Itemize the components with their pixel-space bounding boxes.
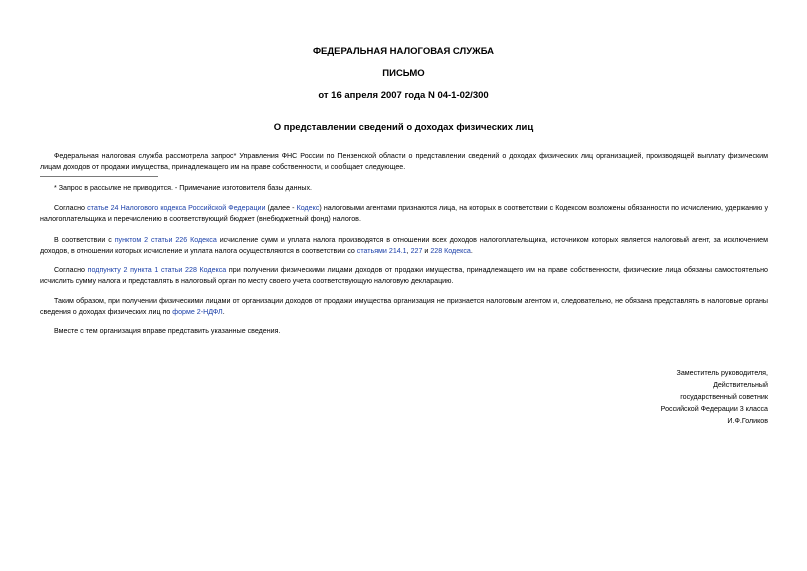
paragraph-3-text-a: В соответствии с [54, 236, 115, 244]
paragraph-3-text-c: , [406, 247, 411, 255]
paragraph-4-text-a: Согласно [54, 266, 88, 274]
link-article-227[interactable]: 227 [410, 247, 423, 255]
paragraph-6 [40, 326, 768, 337]
footnote [40, 183, 640, 194]
doc-date-number: от 16 апреля 2007 года N 04-1-02/300 [318, 90, 489, 101]
paragraph-1 [40, 151, 768, 173]
signature-line-3: государственный советник [680, 393, 768, 401]
paragraph-5 [40, 296, 768, 318]
paragraph-3-text-b: исчисление сумм и уплата налога производятся в отношении всех доходов налогоплательщика, источником которых является налоговый агент, за исключением доходов, в отношении которых исчисление и уплата налога осуществляются в соответствии со [40, 236, 768, 255]
paragraph-3-text-e: . [470, 247, 473, 255]
paragraph-6-text: Вместе с тем организация вправе представить указанные сведения. [54, 327, 281, 335]
paragraph-4-text-b: при получении физическими лицами доходов от продажи имущества, принадлежащего им на праве собственности, физические лица обязаны самостоятельно исчислить сумму налога и представлять в налоговый орган по месту своего учета соответствующую налоговую декларацию. [40, 266, 768, 285]
doc-subject: О представлении сведений о доходах физических лиц [273, 122, 534, 133]
paragraph-2 [40, 203, 768, 225]
paragraph-2-text-c: ) налоговыми агентами признаются лица, на которых в соответствии с Кодексом возложены обязанности по исчислению, удержанию у налогоплательщика и перечислению в соответствующий бюджет (внебюджетный фонд) налогов. [40, 204, 768, 223]
signature-line-4: Российской Федерации 3 класса [660, 405, 768, 413]
link-article-24-tax-code[interactable]: статье 24 Налогового кодекса Российской Федерации [87, 204, 266, 212]
signature-block [661, 367, 768, 427]
paragraph-5-text-b: . [222, 308, 225, 316]
link-point-2-article-226[interactable]: пунктом 2 статьи 226 Кодекса [114, 236, 217, 244]
paragraph-2-text-a: Согласно [54, 204, 88, 212]
paragraph-2-text-b: (далее - [265, 204, 297, 212]
link-article-214-1[interactable]: статьями 214.1 [356, 247, 407, 255]
link-form-2-ndfl[interactable]: форме 2-НДФЛ [172, 308, 223, 316]
paragraph-5-text-a: Таким образом, при получении физическими лицами от организации доходов от продажи имущества организация не признается налоговым агентом и, следовательно, не обязана представлять в налоговые органы сведения о доходах физических лиц по [40, 297, 768, 316]
footnote-divider [40, 176, 158, 177]
signature-name: И.Ф.Голиков [727, 417, 768, 425]
link-article-228[interactable]: 228 Кодекса [430, 247, 471, 255]
footnote-text: * Запрос в рассылке не приводится. - Примечание изготовителя базы данных. [54, 184, 313, 192]
link-code[interactable]: Кодекс [296, 204, 320, 212]
paragraph-3-text-d: и [422, 247, 431, 255]
doc-type-title: ПИСЬМО [382, 68, 425, 79]
link-subpoint-2-point-1-article-228[interactable]: подпункту 2 пункта 1 статьи 228 Кодекса [87, 266, 227, 274]
signature-line-1: Заместитель руководителя, [676, 369, 768, 377]
paragraph-3 [40, 235, 768, 257]
agency-title: ФЕДЕРАЛЬНАЯ НАЛОГОВАЯ СЛУЖБА [312, 46, 495, 57]
paragraph-4 [40, 265, 768, 287]
signature-line-2: Действительный [713, 381, 768, 389]
paragraph-1-text: Федеральная налоговая служба рассмотрела запрос* Управления ФНС России по Пензенской области о представлении сведений о доходах физических лиц организацией, производящей выплату физическим лицам доходов от продажи имущества, принадлежащего им на праве собственности, и сообщает следующее. [40, 152, 768, 171]
